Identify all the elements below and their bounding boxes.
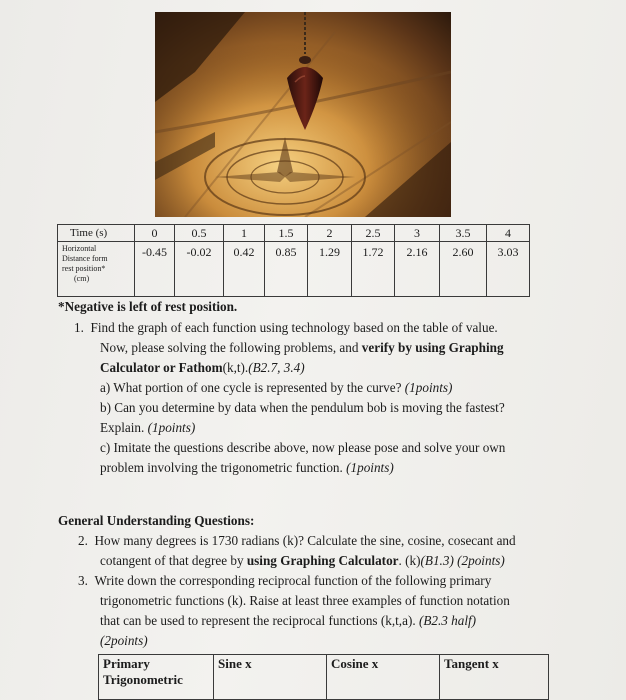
q1-tool-emphasis: Calculator or Fathom — [100, 360, 223, 375]
distance-cell: 0.42 — [224, 242, 265, 297]
time-cell: 0.5 — [175, 225, 224, 242]
time-row — [58, 225, 530, 242]
q1b-points: (1points) — [147, 420, 196, 435]
question-1 — [74, 318, 558, 478]
time-cell: 3.5 — [440, 225, 487, 242]
reciprocal-header-row — [99, 655, 549, 700]
question-number: 1. — [74, 320, 84, 335]
q1c-points: (1points) — [346, 460, 394, 475]
q1b-text: Explain. — [100, 420, 148, 435]
distance-cell: 2.16 — [395, 242, 440, 297]
distance-cell: -0.45 — [135, 242, 175, 297]
question-number: 3. — [78, 573, 88, 588]
primary-trig-header — [99, 655, 214, 700]
q1a-text: a) What portion of one cycle is represented by the curve? — [100, 380, 405, 395]
q3-text: Write down the corresponding reciprocal function of the following primary — [94, 573, 492, 588]
q1-intro-tail: (k,t). — [222, 360, 249, 375]
primary-trig-header-line: Primary — [103, 656, 150, 671]
distance-row — [58, 242, 530, 297]
distance-cell: 1.29 — [308, 242, 352, 297]
time-cell: 1 — [224, 225, 265, 242]
q2-points: (B1.3) (2points) — [420, 553, 505, 568]
distance-header-line: (cm) — [74, 274, 90, 283]
q3-points: (2points) — [100, 633, 148, 648]
q1c-text: problem involving the trigonometric function. — [100, 460, 347, 475]
q1c-text: c) Imitate the questions describe above, now please pose and solve your own — [100, 440, 506, 455]
q2-text: How many degrees is 1730 radians (k)? Calculate the sine, cosine, cosecant and — [94, 533, 516, 548]
time-cell: 4 — [487, 225, 530, 242]
distance-cell: -0.02 — [175, 242, 224, 297]
reciprocal-table — [98, 654, 549, 700]
q3-text: that can be used to represent the reciprocal functions (k,t,a). — [100, 613, 419, 628]
pendulum-photo — [155, 12, 451, 217]
distance-cell: 3.03 — [487, 242, 530, 297]
tangent-column-header: Tangent x — [440, 655, 549, 700]
q1-curriculum-ref: (B2.7, 3.4) — [248, 360, 305, 375]
time-cell: 3 — [395, 225, 440, 242]
q2-text: . (k) — [398, 553, 421, 568]
general-questions-title: General Understanding Questions: — [58, 513, 255, 528]
q2-text: cotangent of that degree by — [100, 553, 247, 568]
table-footnote: *Negative is left of rest position. — [58, 299, 238, 314]
distance-cell: 2.60 — [440, 242, 487, 297]
sine-column-header: Sine x — [214, 655, 327, 700]
time-cell: 2 — [308, 225, 352, 242]
distance-header-line: Distance form — [62, 254, 108, 263]
q1-verify-emphasis: verify by using Graphing — [361, 340, 504, 355]
time-cell: 1.5 — [265, 225, 308, 242]
q1-intro-line: Now, please solving the following problems, and — [100, 340, 362, 355]
q1b-text: b) Can you determine by data when the pendulum bob is moving the fastest? — [100, 400, 505, 415]
q1-intro-line: Find the graph of each function using technology based on the table of value. — [90, 320, 498, 335]
distance-header-line: Horizontal — [62, 244, 97, 253]
time-cell: 0 — [135, 225, 175, 242]
distance-header-line: rest position* — [62, 264, 106, 273]
cosine-column-header: Cosine x — [327, 655, 440, 700]
question-number: 2. — [78, 533, 88, 548]
q2-tool-emphasis: using Graphing Calculator — [246, 553, 399, 568]
time-cell: 2.5 — [352, 225, 395, 242]
q1a-points: (1points) — [404, 380, 453, 395]
pendulum-data-table — [57, 224, 530, 297]
distance-header — [58, 242, 135, 297]
q3-curriculum-ref: (B2.3 half) — [418, 613, 477, 628]
distance-cell: 1.72 — [352, 242, 395, 297]
general-questions — [78, 531, 558, 651]
primary-trig-header-line: Trigonometric — [103, 672, 183, 687]
q3-text: trigonometric functions (k). Raise at least three examples of function notation — [100, 593, 510, 608]
time-header: Time (s) — [58, 225, 135, 242]
distance-cell: 0.85 — [265, 242, 308, 297]
